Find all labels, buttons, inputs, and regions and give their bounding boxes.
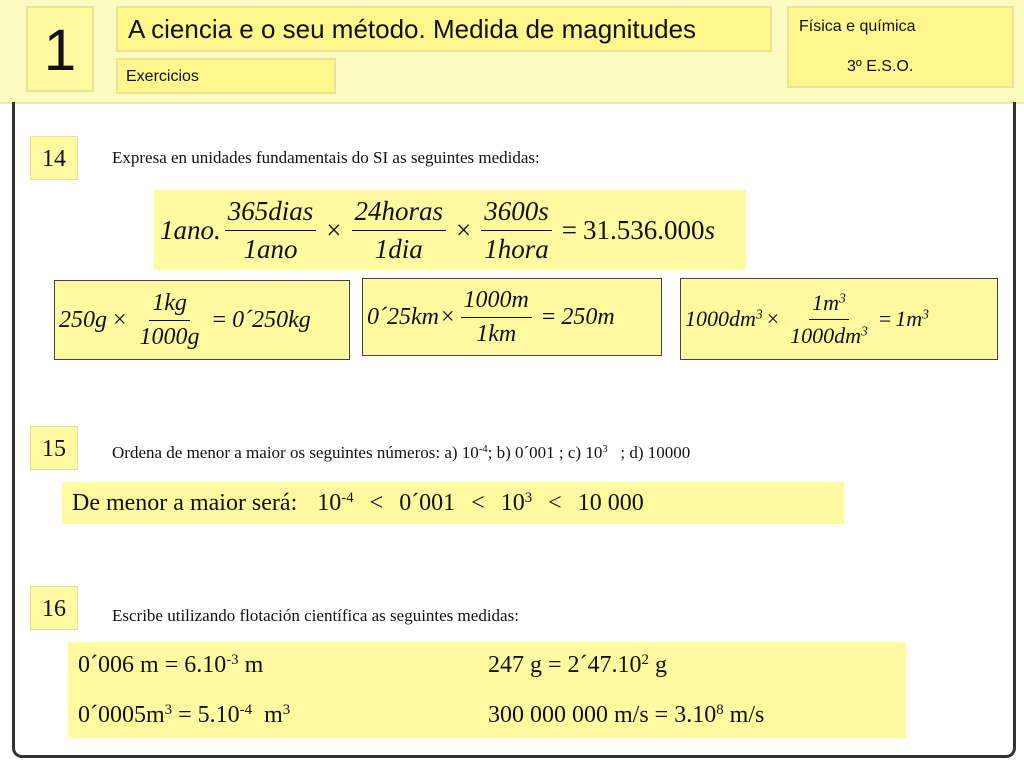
equals-sign: = bbox=[541, 303, 556, 330]
result-base: 1m bbox=[895, 306, 923, 331]
numerator: 365dias bbox=[225, 196, 317, 231]
term-exponent: 3 bbox=[755, 306, 763, 322]
equals-sign: = bbox=[212, 306, 227, 333]
fraction bbox=[137, 290, 203, 351]
formula-grams-to-kg bbox=[54, 280, 350, 360]
answer-text: m bbox=[238, 652, 264, 678]
less-than-sign: < bbox=[369, 490, 384, 516]
statement-exponent: -4 bbox=[478, 444, 488, 456]
times-sign: × bbox=[113, 306, 127, 333]
answer-row-1-right bbox=[488, 652, 667, 679]
exercise-15-answer bbox=[62, 482, 844, 524]
statement-text: ; b) 0´001 ; c) 10 bbox=[487, 443, 603, 462]
less-than-sign: < bbox=[548, 490, 562, 516]
value-exponent: -4 bbox=[341, 489, 354, 506]
exercise-16-statement: Escribe utilizando flotación científica as seguintes medidas: bbox=[112, 606, 519, 625]
answer-value-3 bbox=[501, 490, 532, 516]
exercise-16-answer bbox=[68, 642, 906, 738]
fraction bbox=[352, 196, 447, 265]
value-exponent: 3 bbox=[524, 489, 533, 506]
formula-term: 1ano. bbox=[160, 214, 221, 245]
term-base: 1000dm bbox=[685, 306, 756, 331]
result-value: 31.536.000 bbox=[583, 214, 705, 245]
formula-term bbox=[685, 306, 763, 332]
numerator: 1000m bbox=[461, 287, 532, 318]
result-value: 250m bbox=[561, 303, 615, 330]
answer-text: = 5.10 bbox=[172, 702, 240, 728]
answer-label: De menor a maior será: bbox=[72, 490, 298, 516]
answer-text: m bbox=[252, 702, 283, 728]
answer-value-2: 0´001 bbox=[399, 490, 456, 516]
result-value bbox=[895, 306, 929, 332]
statement-text: Ordena de menor a maior os seguintes números: a) 10 bbox=[112, 443, 479, 462]
times-sign: × bbox=[326, 214, 342, 245]
formula-term: 250g bbox=[59, 306, 107, 333]
answer-text: 0´0005m bbox=[78, 702, 165, 728]
formula-dm3-to-m3 bbox=[680, 278, 998, 360]
statement-exponent: 3 bbox=[602, 444, 608, 456]
numerator: 24horas bbox=[352, 196, 447, 231]
equals-sign: = bbox=[878, 306, 892, 331]
fraction bbox=[787, 290, 871, 349]
denominator: 1ano bbox=[243, 233, 298, 264]
result-value: 0´250kg bbox=[232, 306, 311, 333]
exercise-16-number: 16 bbox=[30, 586, 78, 630]
answer-text: 300 000 000 m/s = 3.10 bbox=[488, 702, 717, 728]
answer-row-2-left bbox=[78, 702, 290, 729]
numerator-base: 1m bbox=[812, 289, 840, 315]
denominator bbox=[787, 320, 871, 349]
denominator: 1km bbox=[476, 320, 517, 347]
fraction bbox=[461, 287, 532, 348]
formula-km-to-m bbox=[362, 278, 662, 356]
subject-box bbox=[787, 6, 1014, 88]
numerator-exponent: 3 bbox=[839, 290, 846, 305]
answer-exponent: 3 bbox=[164, 701, 173, 718]
course-name: 3º E.S.O. bbox=[847, 58, 914, 75]
answer-row-2-right bbox=[488, 702, 764, 729]
answer-exponent: -4 bbox=[239, 701, 253, 718]
answer-text: g bbox=[648, 652, 667, 678]
answer-value-1 bbox=[317, 490, 353, 516]
statement-text: ; d) 10000 bbox=[607, 443, 691, 462]
denominator-exponent: 3 bbox=[861, 323, 868, 338]
less-than-sign: < bbox=[471, 490, 485, 516]
exercise-14-number: 14 bbox=[30, 136, 78, 180]
answer-exponent: -3 bbox=[226, 651, 239, 668]
exercise-15-statement bbox=[112, 443, 690, 463]
numerator: 3600s bbox=[481, 196, 552, 231]
times-sign: × bbox=[456, 214, 472, 245]
numerator bbox=[809, 290, 849, 320]
subject-name: Física e química bbox=[799, 18, 916, 35]
equals-sign: = bbox=[561, 214, 577, 245]
fraction bbox=[481, 196, 552, 265]
answer-text: 0´006 m = 6.10 bbox=[78, 652, 227, 678]
value-base: 10 bbox=[317, 490, 342, 516]
page-title: A ciencia e o seu método. Medida de magnitudes bbox=[116, 6, 772, 52]
formula-term: 0´25km bbox=[367, 303, 439, 330]
answer-value-4: 10 000 bbox=[577, 490, 644, 516]
answer-row-1-left bbox=[78, 652, 263, 679]
result-exponent: 3 bbox=[922, 306, 929, 322]
result-unit: s bbox=[704, 214, 716, 245]
numerator: 1kg bbox=[149, 290, 190, 321]
exercise-14-statement: Expresa en unidades fundamentais do SI as seguintes medidas: bbox=[112, 148, 540, 167]
denominator: 1dia bbox=[374, 233, 423, 264]
times-sign: × bbox=[766, 306, 780, 331]
formula-years-to-seconds bbox=[154, 190, 746, 270]
denominator: 1000g bbox=[139, 323, 200, 350]
denominator: 1hora bbox=[484, 233, 549, 264]
answer-exponent: 8 bbox=[716, 701, 724, 718]
answer-text: 247 g = 2´47.10 bbox=[488, 652, 642, 678]
denominator-base: 1000dm bbox=[790, 322, 862, 348]
section-subtitle: Exercicios bbox=[116, 58, 336, 94]
answer-exponent: 2 bbox=[641, 651, 649, 668]
exercise-15-number: 15 bbox=[30, 426, 78, 470]
answer-text: m/s bbox=[723, 702, 765, 728]
answer-exponent: 3 bbox=[282, 701, 291, 718]
value-base: 10 bbox=[500, 490, 525, 516]
times-sign: × bbox=[440, 303, 455, 330]
unit-number: 1 bbox=[26, 6, 94, 92]
fraction bbox=[225, 196, 317, 265]
